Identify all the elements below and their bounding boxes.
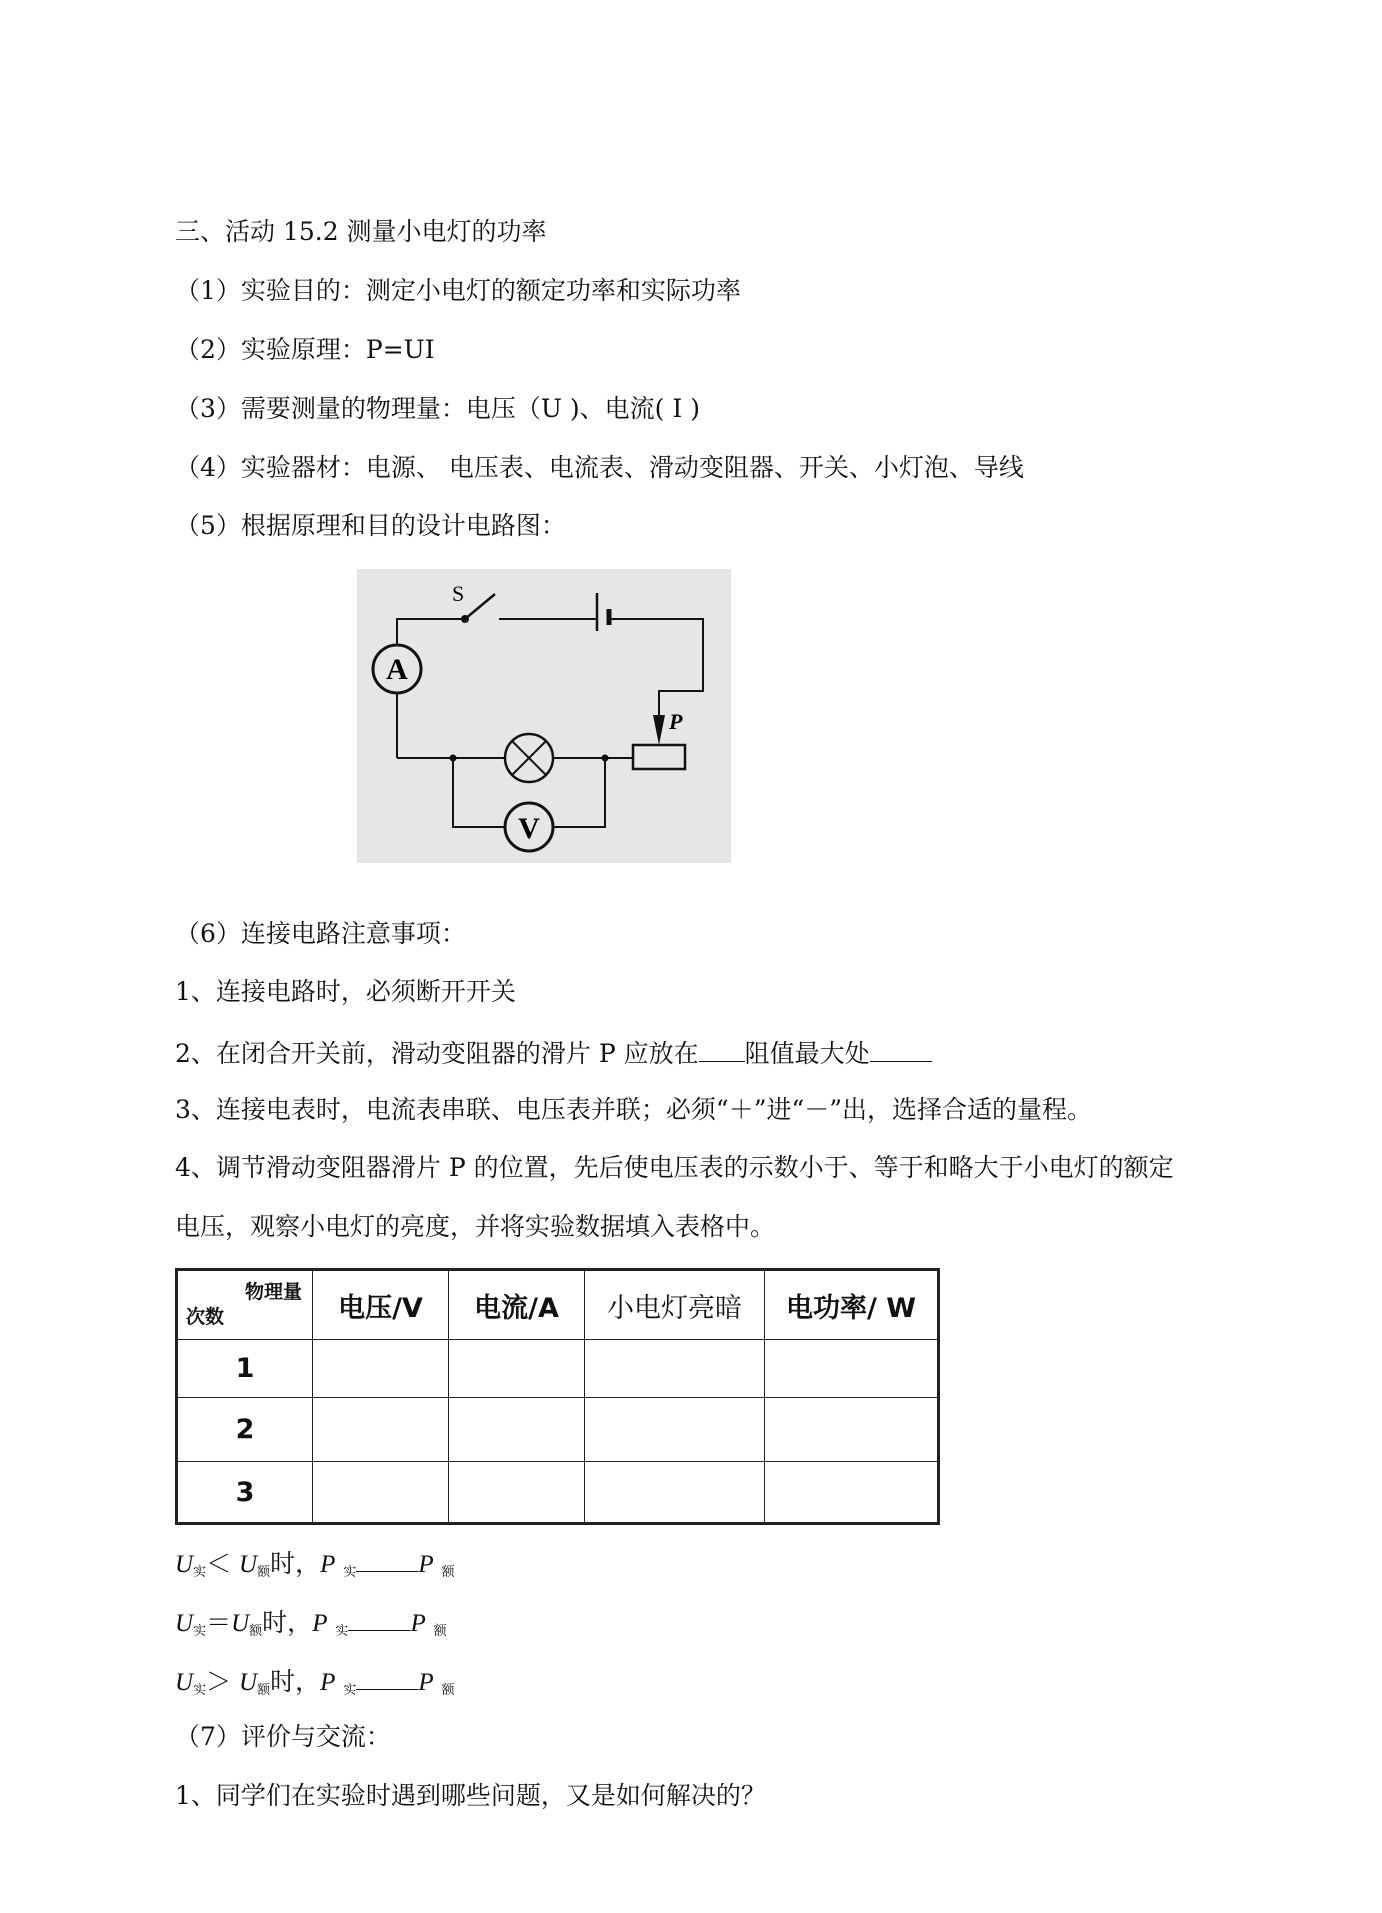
switch-label: S [452, 581, 465, 606]
wire-right [609, 619, 703, 715]
circuit-diagram [357, 569, 731, 863]
text-when: 时， [262, 1608, 313, 1637]
voltmeter-label: V [518, 812, 540, 845]
sub-actual: 实 [335, 1624, 349, 1639]
row-number: 3 [177, 1462, 313, 1524]
wire-volt-right [554, 758, 605, 827]
sub-actual: 实 [193, 1683, 207, 1698]
symbol-u: U [175, 1610, 194, 1637]
item-principle: （2）实验原理：P=UI [175, 335, 435, 364]
table-header-row [177, 1270, 939, 1340]
corner-count: 次数 [186, 1306, 225, 1328]
junction-right [602, 755, 609, 762]
relation-greater [175, 1663, 455, 1707]
table-corner-cell [177, 1270, 313, 1340]
cell-current[interactable] [449, 1462, 585, 1524]
header-voltage: 电压/V [313, 1270, 449, 1340]
symbol-u: U [175, 1551, 194, 1578]
header-current: 电流/A [449, 1270, 585, 1340]
row-number: 1 [177, 1340, 313, 1398]
section-title: 三、活动 15.2 测量小电灯的功率 [175, 217, 547, 246]
junction-left [450, 755, 457, 762]
symbol-u: U [239, 1551, 258, 1578]
note-2-blank-2 [870, 1035, 932, 1062]
symbol-p: P [320, 1669, 336, 1696]
cell-brightness[interactable] [585, 1462, 765, 1524]
slider-arrow [653, 715, 665, 745]
slider-label: P [669, 709, 683, 734]
sub-actual: 实 [343, 1565, 357, 1580]
symbol-p: P [418, 1551, 434, 1578]
symbol-u: U [175, 1669, 194, 1696]
note-2-blank-1 [699, 1035, 745, 1062]
note-2 [175, 1035, 932, 1070]
cell-current[interactable] [449, 1340, 585, 1398]
table-row [177, 1340, 939, 1398]
wire-volt-left [453, 758, 504, 827]
cell-power[interactable] [765, 1340, 939, 1398]
sub-rated: 额 [441, 1683, 455, 1698]
sub-rated: 额 [441, 1565, 455, 1580]
text-when: 时， [270, 1667, 321, 1696]
sub-rated: 额 [433, 1624, 447, 1639]
evaluation-question-1: 1、同学们在实验时遇到哪些问题，又是如何解决的？ [175, 1781, 766, 1810]
circuit-svg [357, 569, 731, 863]
cell-voltage[interactable] [313, 1398, 449, 1462]
item-design: （5）根据原理和目的设计电路图： [175, 511, 566, 540]
cell-current[interactable] [449, 1398, 585, 1462]
note-1: 1、连接电路时，必须断开开关 [175, 977, 516, 1006]
sub-rated: 额 [257, 1683, 271, 1698]
row-number: 2 [177, 1398, 313, 1462]
note-3: 3、连接电表时，电流表串联、电压表并联；必须“＋”进“－”出，选择合适的量程。 [175, 1095, 1093, 1124]
cell-power[interactable] [765, 1462, 939, 1524]
table-row [177, 1398, 939, 1462]
symbol-p: P [410, 1610, 426, 1637]
sub-rated: 额 [257, 1565, 271, 1580]
sub-actual: 实 [193, 1565, 207, 1580]
note-4-line-1: 4、调节滑动变阻器滑片 P 的位置，先后使电压表的示数小于、等于和略大于小电灯的额定 [175, 1153, 1174, 1182]
item-quantities: （3）需要测量的物理量：电压（U )、电流( I ) [175, 394, 700, 423]
table-row [177, 1462, 939, 1524]
symbol-p: P [418, 1669, 434, 1696]
header-brightness: 小电灯亮暗 [585, 1270, 765, 1340]
item-equipment: （4）实验器材：电源、 电压表、电流表、滑动变阻器、开关、小灯泡、导线 [175, 453, 1024, 482]
data-table [175, 1268, 940, 1525]
cell-brightness[interactable] [585, 1398, 765, 1462]
note-2-mid: 阻值最大处 [744, 1039, 870, 1068]
cell-voltage[interactable] [313, 1462, 449, 1524]
ammeter-label: A [386, 653, 408, 686]
notes-heading: （6）连接电路注意事项： [175, 919, 466, 948]
relation-blank[interactable] [356, 1663, 418, 1690]
relation-blank[interactable] [356, 1545, 418, 1572]
switch-blade [465, 594, 495, 619]
cell-power[interactable] [765, 1398, 939, 1462]
corner-quantity: 物理量 [244, 1281, 302, 1303]
header-power: 电功率/ W [765, 1270, 939, 1340]
wire-top-left [397, 619, 465, 644]
sub-rated: 额 [249, 1624, 263, 1639]
sub-actual: 实 [343, 1683, 357, 1698]
cell-brightness[interactable] [585, 1340, 765, 1398]
symbol-p: P [312, 1610, 328, 1637]
relation-less [175, 1545, 455, 1589]
rheostat [633, 745, 685, 769]
symbol-u: U [239, 1669, 258, 1696]
symbol-eq: ＝ [206, 1608, 232, 1637]
evaluation-heading: （7）评价与交流： [175, 1722, 391, 1751]
symbol-gt: ＞ [206, 1667, 232, 1696]
symbol-p: P [320, 1551, 336, 1578]
switch-pivot [461, 615, 469, 623]
note-4-line-2: 电压，观察小电灯的亮度，并将实验数据填入表格中。 [175, 1212, 776, 1241]
note-2-prefix: 2、在闭合开关前，滑动变阻器的滑片 P 应放在 [175, 1039, 699, 1068]
symbol-lt: ＜ [206, 1549, 232, 1578]
relation-equal [175, 1604, 447, 1648]
item-purpose: （1）实验目的：测定小电灯的额定功率和实际功率 [175, 276, 741, 305]
text-when: 时， [270, 1549, 321, 1578]
relation-blank[interactable] [348, 1604, 410, 1631]
symbol-u: U [231, 1610, 250, 1637]
cell-voltage[interactable] [313, 1340, 449, 1398]
sub-actual: 实 [193, 1624, 207, 1639]
